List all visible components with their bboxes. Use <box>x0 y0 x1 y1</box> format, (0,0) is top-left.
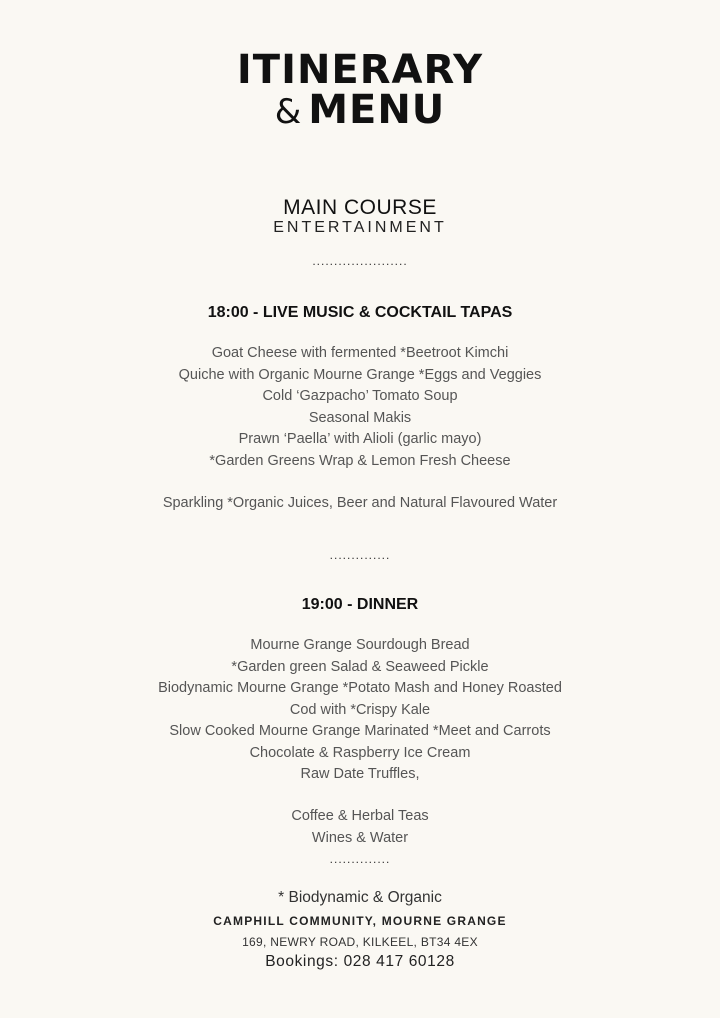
divider-bottom: .............. <box>329 852 391 866</box>
dinner-drinks <box>0 806 720 849</box>
menu-item: Biodynamic Mourne Grange *Potato Mash and Honey Roasted <box>158 680 562 696</box>
address: 169, NEWRY ROAD, KILKEEL, BT34 4EX <box>242 935 478 949</box>
menu-item: Chocolate & Raspberry Ice Cream <box>249 744 471 761</box>
menu-item: *Garden green Salad & Seaweed Pickle <box>231 658 489 675</box>
biodynamic-note: * Biodynamic & Organic <box>278 889 442 906</box>
tapas-list <box>0 343 720 472</box>
menu-item: Seasonal Makis <box>308 409 412 426</box>
tapas-drinks: Sparkling *Organic Juices, Beer and Natural Flavoured Water <box>162 495 558 511</box>
section-heading-dinner: 19:00 - DINNER <box>301 596 419 613</box>
title-itinerary: ITINERARY <box>236 47 484 93</box>
section-heading-tapas: 18:00 - LIVE MUSIC & COCKTAIL TAPAS <box>207 304 513 321</box>
menu-item: Cod with *Crispy Kale <box>289 701 431 718</box>
divider-top: ...................... <box>312 254 408 268</box>
menu-item: Raw Date Truffles, <box>300 766 420 782</box>
title-menu: MENU <box>308 87 446 133</box>
bookings-phone: Bookings: 028 417 60128 <box>265 953 455 970</box>
menu-item: Goat Cheese with fermented *Beetroot Kimchi <box>211 345 509 361</box>
dinner-list <box>0 635 720 786</box>
menu-item: Mourne Grange Sourdough Bread <box>250 637 470 653</box>
entertainment-subheading: ENTERTAINMENT <box>273 219 447 236</box>
menu-item: *Garden Greens Wrap & Lemon Fresh Cheese <box>209 452 511 469</box>
title-ampersand: & <box>274 92 303 132</box>
organisation-name: CAMPHILL COMMUNITY, MOURNE GRANGE <box>213 914 507 928</box>
drink-item: Coffee & Herbal Teas <box>291 808 429 824</box>
divider-middle: .............. <box>329 548 391 562</box>
title-menu-line <box>0 88 720 134</box>
menu-item: Cold ‘Gazpacho’ Tomato Soup <box>262 388 458 404</box>
main-course-heading: MAIN COURSE <box>283 196 437 219</box>
menu-item: Quiche with Organic Mourne Grange *Eggs and Veggies <box>178 366 542 383</box>
menu-item: Prawn ‘Paella’ with Alioli (garlic mayo) <box>238 431 482 447</box>
menu-item: Slow Cooked Mourne Grange Marinated *Meet and Carrots <box>169 723 551 739</box>
drink-item: Wines & Water <box>311 829 409 846</box>
